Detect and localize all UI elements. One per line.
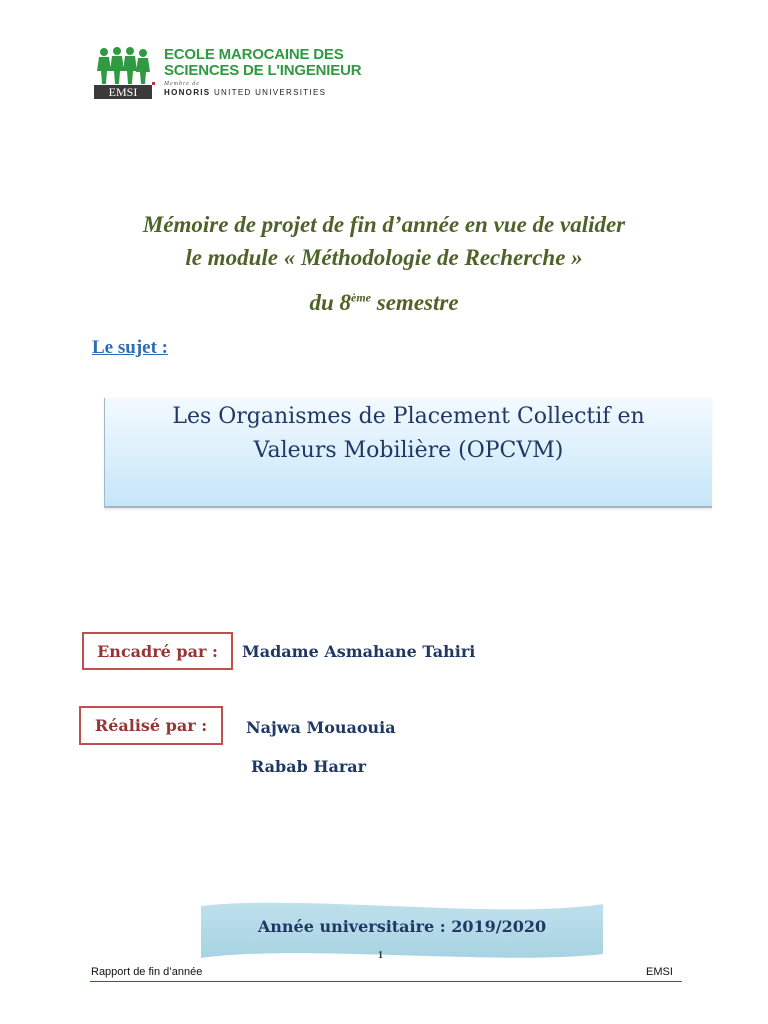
school-name-line2: SCIENCES DE L'INGENIEUR: [164, 62, 362, 79]
logo-abbr: EMSI: [108, 85, 138, 99]
semester-prefix: du 8: [309, 290, 352, 315]
subject-title-box: [104, 398, 712, 508]
subject-title-line1: Les Organismes de Placement Collectif en: [172, 404, 645, 429]
semester-sup: ème: [351, 290, 372, 305]
academic-year-text: Année universitaire : 2019/2020: [257, 917, 547, 936]
authored-by-label: Réalisé par :: [79, 706, 223, 745]
heading-line1: Mémoire de projet de fin d’année en vue de valider: [142, 212, 626, 237]
honoris-bold: HONORIS: [164, 88, 211, 97]
subject-title-line2: Valeurs Mobilière (OPCVM): [253, 438, 564, 463]
author-name: Najwa Mouaouia: [246, 718, 396, 737]
honoris-label: [164, 88, 326, 97]
footer-school-label: EMSI: [646, 966, 673, 978]
supervisor-name: Madame Asmahane Tahiri: [242, 642, 476, 661]
school-logo: [94, 44, 362, 102]
supervised-by-label: Encadré par :: [82, 632, 233, 670]
honoris-rest: UNITED UNIVERSITIES: [213, 88, 327, 97]
footer-report-label: Rapport de fin d’année: [91, 966, 203, 978]
author-name: Rabab Harar: [251, 757, 367, 776]
semester-suffix: semestre: [371, 290, 459, 315]
footer-divider: [90, 981, 682, 982]
school-name-line1: ECOLE MAROCAINE DES: [164, 46, 344, 63]
subject-label: Le sujet :: [92, 337, 168, 358]
heading-line2: le module « Méthodologie de Recherche »: [185, 245, 583, 270]
academic-year-banner: [201, 900, 603, 960]
heading-line3: [0, 290, 768, 316]
emsi-figures-icon: [94, 46, 156, 100]
school-name: [164, 47, 361, 79]
member-of-label: Membre de: [164, 81, 200, 87]
page-number: 1: [378, 950, 383, 961]
